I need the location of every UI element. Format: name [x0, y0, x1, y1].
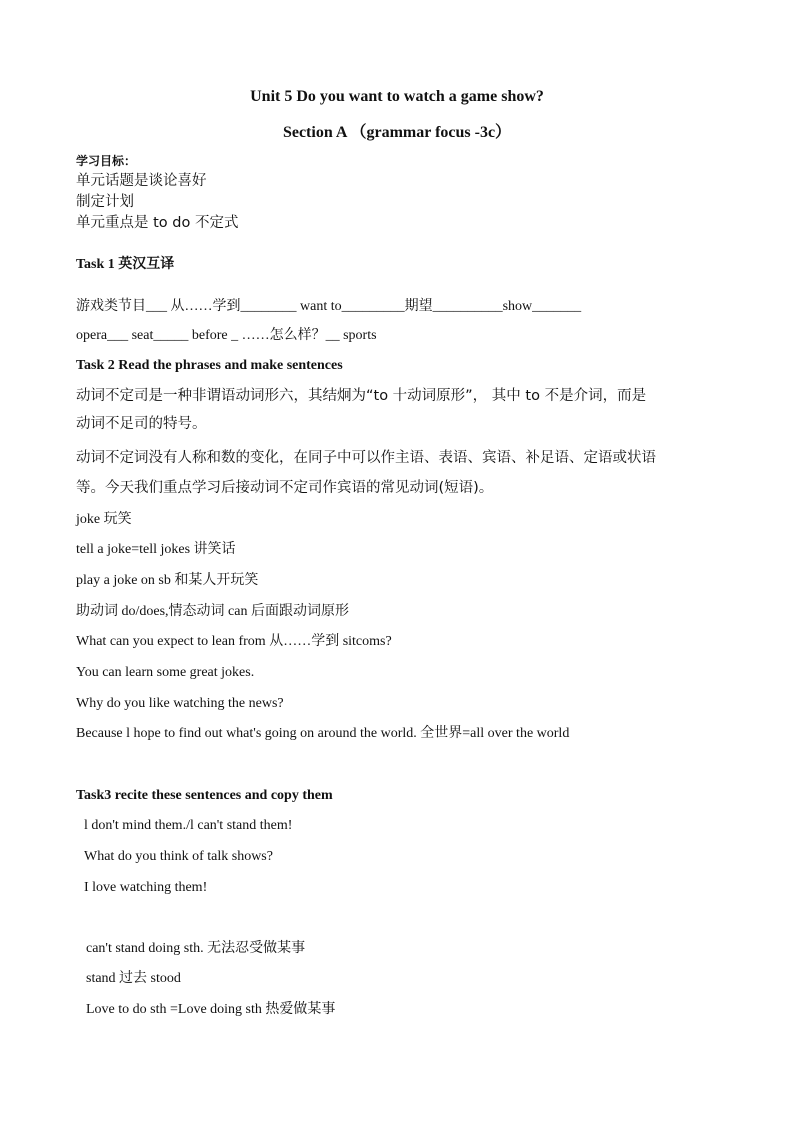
task2-paragraph-line: 动词不定司是一种非谓语动词形六，其结炯为“to 十动词原形”， 其中 to 不是介词，而是	[76, 388, 647, 404]
task2-line: What can you expect to lean from 从……学到 sitcoms?	[76, 634, 392, 649]
task1-heading: Task 1 英汉互译	[76, 257, 175, 272]
objective-item: 单元重点是 to do 不定式	[76, 215, 239, 231]
objectives-label: 学习目标：	[76, 154, 137, 168]
task3-heading: Task3 recite these sentences and copy them	[76, 788, 333, 803]
task3-phrase: stand 过去 stood	[86, 971, 181, 986]
task2-line: Why do you like watching the news?	[76, 696, 284, 711]
page-title: Unit 5 Do you want to watch a game show?	[250, 88, 544, 105]
objective-item: 制定计划	[76, 194, 134, 210]
task3-sentence: What do you think of talk shows?	[84, 849, 273, 864]
task2-paragraph-line: 等。今天我们重点学习后接动词不定司作宾语的常见动词(短语)。	[76, 480, 494, 496]
task3-sentence: I love watching them!	[84, 880, 208, 895]
task2-line: play a joke on sb 和某人开玩笑	[76, 573, 259, 588]
task2-line: tell a joke=tell jokes 讲笑话	[76, 542, 236, 557]
task1-line: opera___ seat_____ before _ ……怎么样？__ sports	[76, 328, 377, 343]
task2-paragraph-line: 动词不定词没有人称和数的变化，在同子中可以作主语、表语、宾语、补足语、定语或状语	[76, 450, 656, 466]
task1-line: 游戏类节目___ 从……学到________ want to_________期望__________show_______	[76, 299, 582, 314]
objective-item: 单元话题是谈论喜好	[76, 173, 207, 189]
task2-line: joke 玩笑	[76, 512, 132, 527]
task2-line: 助动词 do/does,情态动词 can 后面跟动词原形	[76, 604, 349, 619]
task2-heading: Task 2 Read the phrases and make sentences	[76, 358, 343, 373]
task3-sentence: l don't mind them./l can't stand them!	[84, 818, 293, 833]
task2-line: You can learn some great jokes.	[76, 665, 255, 680]
task2-paragraph-line: 动词不足司的特号。	[76, 416, 207, 432]
task3-phrase: can't stand doing sth. 无法忍受做某事	[86, 941, 306, 956]
section-title: Section A （grammar focus -3c）	[282, 124, 512, 141]
task2-line: Because l hope to find out what's going on around the world. 全世界=all over the world	[76, 726, 570, 741]
task3-phrase: Love to do sth =Love doing sth 热爱做某事	[86, 1002, 336, 1017]
